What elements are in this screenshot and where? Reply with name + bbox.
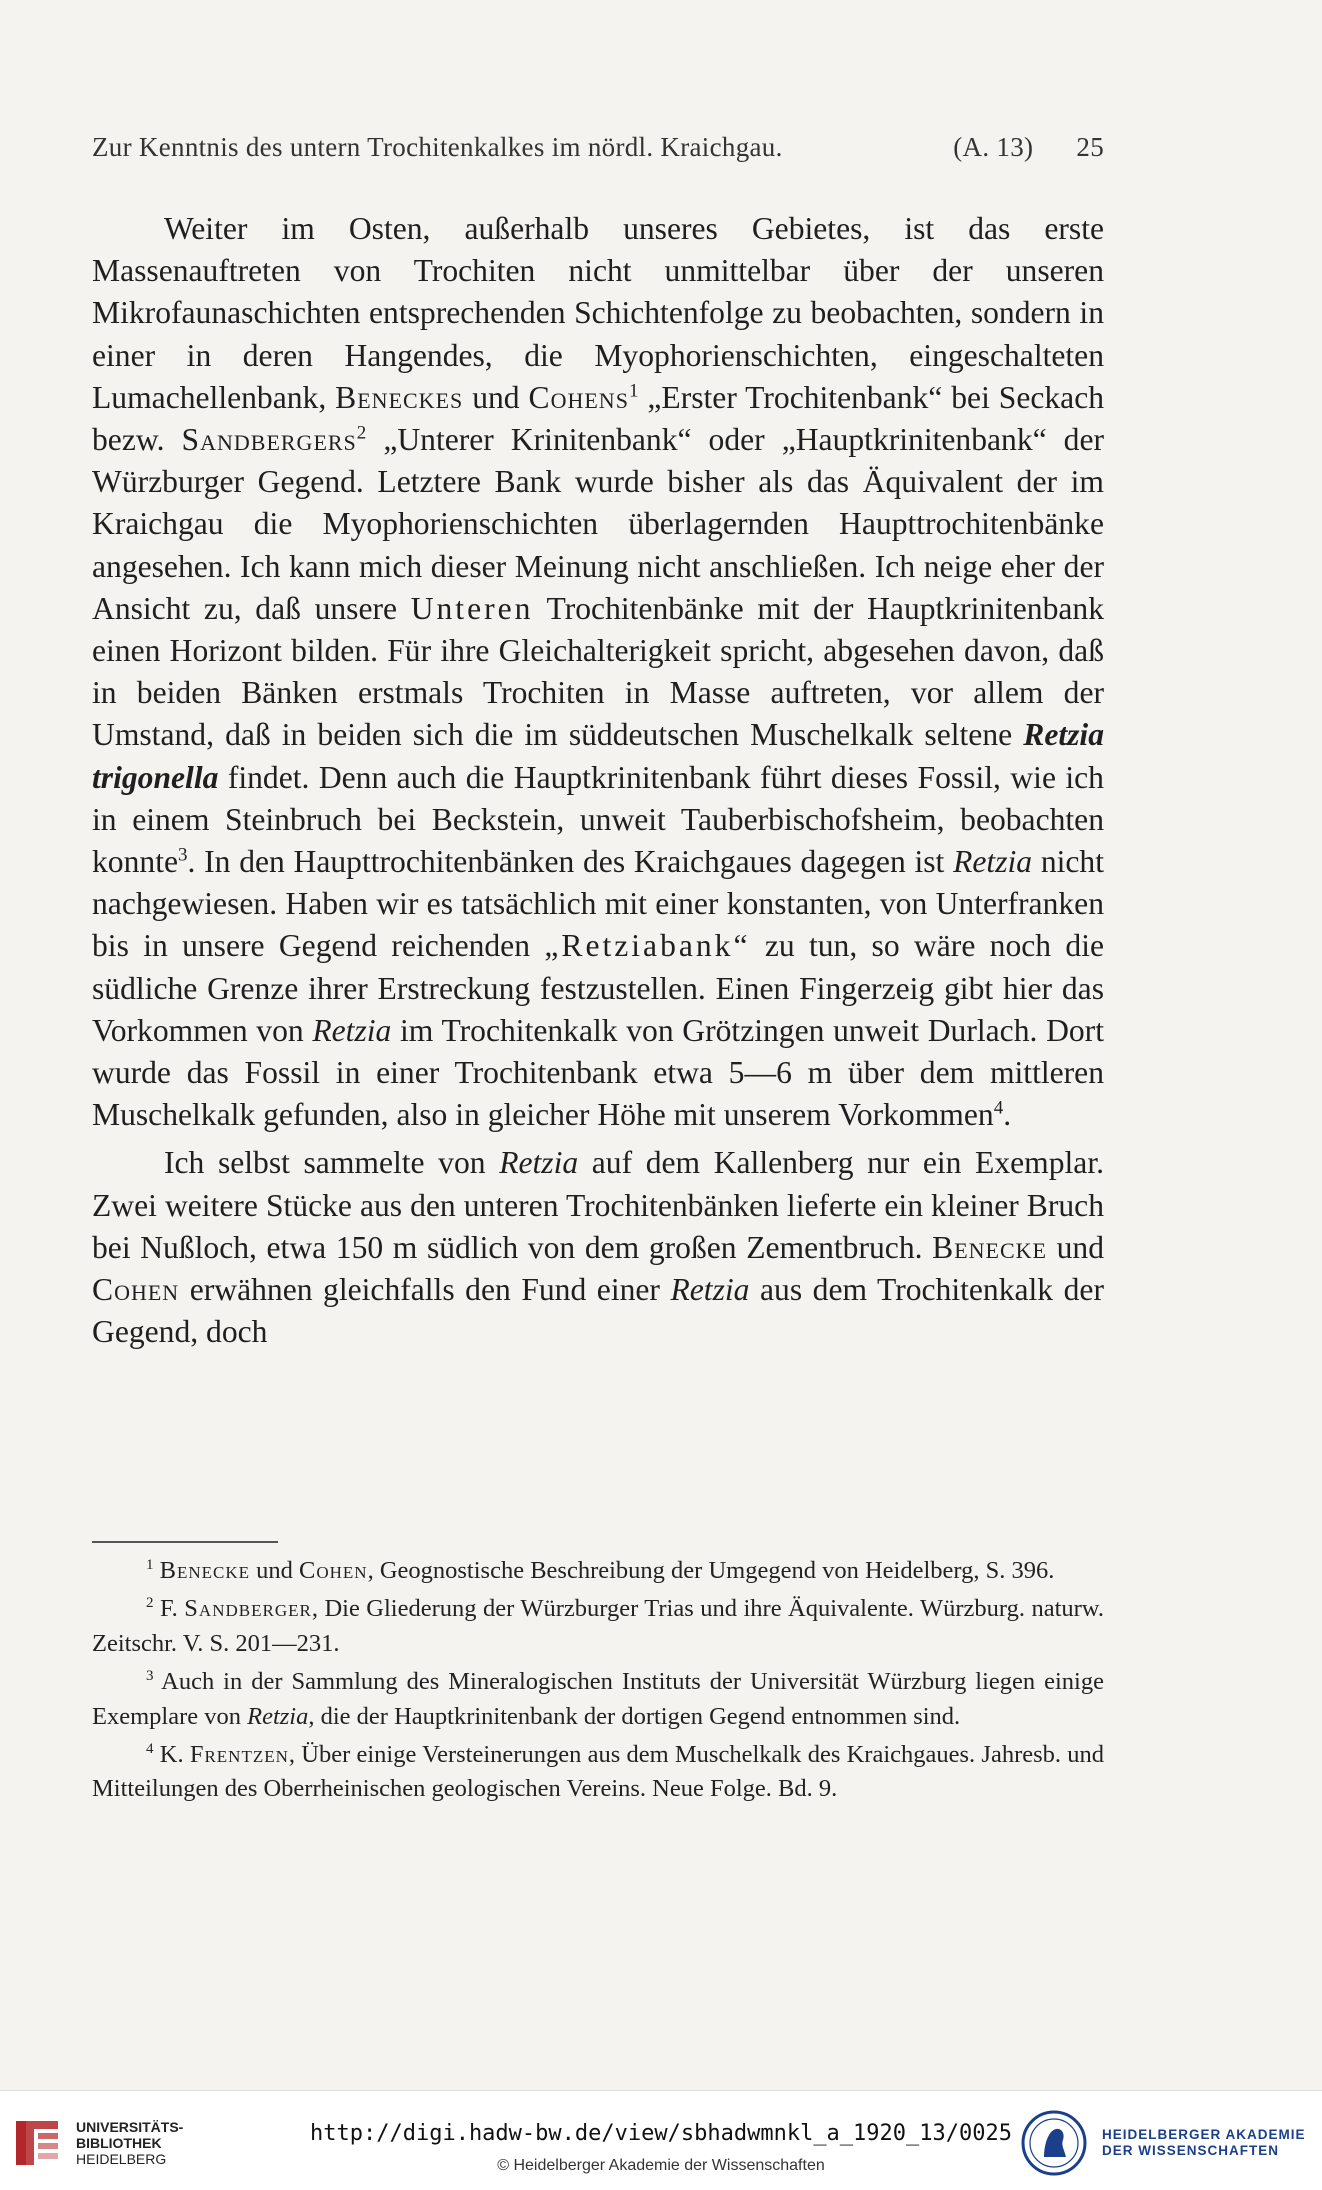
- genus-retzia: Retzia: [670, 1272, 750, 1308]
- page-number: 25: [1076, 132, 1104, 162]
- paragraph-2: Ich selbst sammelte von Retzia auf dem Kallenberg nur ein Exemplar. Zwei weitere Stücke aus den unteren Trochitenbänken lieferte ein kleiner Bruch bei Nußloch, etwa 150 m südlich von dem großen Zementbruch. Benecke und Cohen erwähnen gleichfalls den Fund einer Retzia aus dem Trochitenkalk der Gegend, doch: [92, 1145, 1104, 1350]
- footnotes: [92, 1554, 1104, 1811]
- genus-retzia: Retzia: [953, 844, 1033, 880]
- author-benecke: Benecke: [932, 1229, 1047, 1265]
- genus-retzia: Retzia: [312, 1012, 392, 1048]
- library-name: UNIVERSITÄTS- BIBLIOTHEK HEIDELBERG: [76, 2119, 184, 2167]
- author-cohen: Cohens: [528, 379, 629, 415]
- emphasis-unteren: Unteren: [410, 590, 534, 626]
- footnote-ref-4[interactable]: 4: [993, 1097, 1004, 1119]
- viewer-footer: [0, 2090, 1322, 2190]
- footnote-4: $^4$ K. Frentzen, Über einige Versteinerungen aus dem Muschelkalk des Kraichgaues. Jahresb. und Mitteilungen des Oberrheinischen geologischen Vereins. Neue Folge. Bd. 9.: [92, 1740, 1105, 1803]
- academy-name: HEIDELBERGER AKADEMIE DER WISSENSCHAFTEN: [1102, 2127, 1306, 2158]
- genus-retzia: Retzia: [499, 1145, 579, 1181]
- footnote-divider: [92, 1541, 278, 1543]
- author-sandberger: Sandbergers: [181, 422, 357, 458]
- main-text: [92, 208, 1104, 1359]
- paragraph-1: Weiter im Osten, außerhalb unseres Gebietes, ist das erste Massenauftreten von Trochiten nicht unmittelbar über der unseren Mikrofaunaschichten entsprechenden Schichtenfolge zu beobachten, sondern in einer in deren Hangendes, die Myophorienschichten, eingeschalteten Lumachellenbank, Beneckes und Cohens$^1$ „Erster Trochitenbank“ bei Seckach bezw. Sandbergers$^2$ „Unterer Krinitenbank“ oder „Hauptkrinitenbank“ der Würzburger Gegend. Letztere Bank wurde bisher als das Äquivalent der im Kraichgau die Myophorienschichten überlagernden Haupttrochitenbänke angesehen. Ich kann mich dieser Meinung nicht anschließen. Ich neige eher der Ansicht zu, daß unsere Unteren Trochitenbänke mit der Hauptkrinitenbank einen Horizont bilden. Für ihre Gleichalterigkeit spricht, abgesehen davon, daß in beiden Bänken erstmals Trochiten in Masse auftreten, vor allem der Umstand, daß in beiden sich die im süddeutschen Muschelkalk seltene Retzia trigonella findet. Denn auch die Hauptkrinitenbank führt dieses Fossil, wie ich in einem Steinbruch bei Beckstein, unweit Tauberbischofsheim, beobachten konnte$^3$. In den Haupttrochitenbänken des Kraichgaues dagegen ist Retzia nicht nachgewiesen. Haben wir es tatsächlich mit einer konstanten, von Unterfranken bis in unsere Gegend reichenden „Retziabank“ zu tun, so wäre noch die südliche Grenze ihrer Erstreckung festzustellen. Einen Fingerzeig gibt hier das Vorkommen von Retzia im Trochitenkalk von Grötzingen unweit Durlach. Dort wurde das Fossil in einer Trochitenbank etwa 5—6 m über dem mittleren Muschelkalk gefunden, also in gleicher Höhe mit unserem Vorkommen$^4$.: [92, 211, 1105, 1133]
- running-title: Zur Kenntnis des untern Trochitenkalkes im nördl. Kraichgau.: [92, 132, 783, 162]
- author-cohen: Cohen: [92, 1272, 180, 1308]
- footnote-1: $^1$ Benecke und Cohen, Geognostische Beschreibung der Umgegend von Heidelberg, S. 396.: [146, 1556, 1055, 1584]
- footnote-3: $^3$ Auch in der Sammlung des Mineralogischen Instituts der Universität Würzburg liegen einige Exemplare von Retzia, die der Hauptkrinitenbank der dortigen Gegend entnommen sind.: [92, 1668, 1104, 1730]
- species-name: Retzia trigonella: [92, 717, 1104, 795]
- copyright-notice: © Heidelberger Akademie der Wissenschaften: [497, 2157, 825, 2174]
- emphasis-retziabank: „Retziabank“: [544, 928, 751, 964]
- academy-seal-logo-icon[interactable]: [1020, 2109, 1088, 2177]
- footnote-2: $^2$ F. Sandberger, Die Gliederung der Würzburger Trias und ihre Äquivalente. Würzburg. naturw. Zeitschr. V. S. 201—231.: [92, 1595, 1105, 1657]
- section-label: (A. 13): [953, 132, 1034, 162]
- running-header: [92, 132, 1104, 163]
- footnote-ref-1[interactable]: 1: [628, 380, 639, 402]
- footnote-ref-3[interactable]: 3: [178, 844, 188, 866]
- footnote-ref-2[interactable]: 2: [356, 422, 367, 444]
- author-benecke: Beneckes: [335, 379, 464, 415]
- permalink[interactable]: http://digi.hadw-bw.de/view/sbhadwmnkl_a_1920_13/0025: [310, 2121, 1012, 2146]
